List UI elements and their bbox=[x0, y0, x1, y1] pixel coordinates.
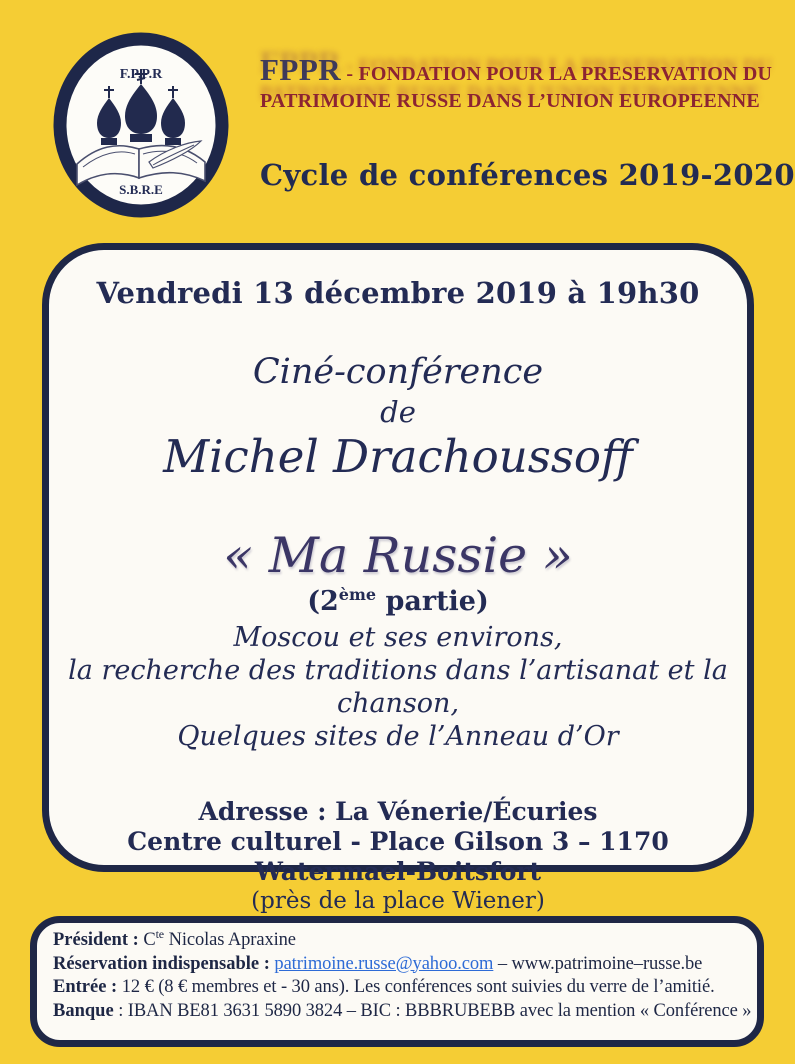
part-prefix: (2 bbox=[307, 586, 339, 617]
description-line: Moscou et ses environs, bbox=[233, 622, 563, 653]
part-suffix: partie) bbox=[376, 586, 489, 617]
president-title: C bbox=[138, 930, 156, 950]
cycle-title: Cycle de conférences 2019-2020 bbox=[260, 158, 795, 192]
banque-label: Banque bbox=[53, 1000, 114, 1021]
description-line: la recherche des traditions dans l’artisanat et la chanson, bbox=[68, 655, 728, 719]
info-box bbox=[30, 916, 764, 1047]
entree-label: Entrée : bbox=[53, 977, 118, 997]
address-line2: Centre culturel - Place Gilson 3 – 1170 Watermael-Boitsfort bbox=[127, 827, 669, 886]
org-abbr: FPPR bbox=[260, 52, 342, 87]
logo-top-label: F.P.P.R bbox=[119, 67, 163, 82]
president-line bbox=[53, 926, 747, 953]
entree-line bbox=[53, 976, 747, 1000]
event-address bbox=[49, 797, 747, 887]
president-title-sup: te bbox=[155, 926, 165, 941]
reservation-line bbox=[53, 953, 747, 977]
event-description bbox=[49, 621, 747, 753]
org-name-line1 bbox=[260, 52, 773, 88]
logo-bottom-label: S.B.R.E bbox=[119, 182, 163, 197]
fppr-logo bbox=[53, 32, 229, 218]
address-note: (près de la place Wiener) bbox=[251, 888, 545, 914]
org-name-line2: PATRIMOINE RUSSE DANS L’UNION EUROPEENNE bbox=[260, 90, 760, 112]
president-name: Nicolas Apraxine bbox=[164, 930, 296, 950]
event-box bbox=[42, 243, 754, 914]
part-sup: ème bbox=[338, 585, 377, 604]
fppr-logo-svg bbox=[53, 32, 229, 218]
event-de: de bbox=[380, 395, 416, 429]
description-line: Quelques sites de l’Anneau d’Or bbox=[177, 721, 619, 752]
reservation-email-link[interactable]: patrimoine.russe@yahoo.com bbox=[274, 953, 494, 974]
president-label: Président : bbox=[53, 930, 139, 950]
event-type: Ciné-conférence bbox=[252, 352, 544, 392]
banque-text: : IBAN BE81 3631 5890 3824 – BIC : BBBRUBEBB avec la mention « Conférence » bbox=[113, 1000, 752, 1021]
speaker-name: Michel Drachoussoff bbox=[163, 430, 633, 483]
banque-line bbox=[53, 1000, 752, 1024]
org-name bbox=[260, 52, 773, 115]
entree-text: 12 € (8 € membres et - 30 ans). Les conférences sont suivies du verre de l’amitié. bbox=[117, 977, 715, 997]
org-name-line1-text: - FONDATION POUR LA PRESERVATION DU bbox=[341, 63, 773, 85]
address-line1: Adresse : La Vénerie/Écuries bbox=[198, 797, 598, 826]
event-date: Vendredi 13 décembre 2019 à 19h30 bbox=[96, 276, 700, 310]
event-title: « Ma Russie » bbox=[223, 527, 573, 584]
reservation-website: – www.patrimoine–russe.be bbox=[493, 953, 703, 974]
event-part bbox=[49, 585, 747, 617]
reservation-label: Réservation indispensable : bbox=[53, 953, 270, 974]
